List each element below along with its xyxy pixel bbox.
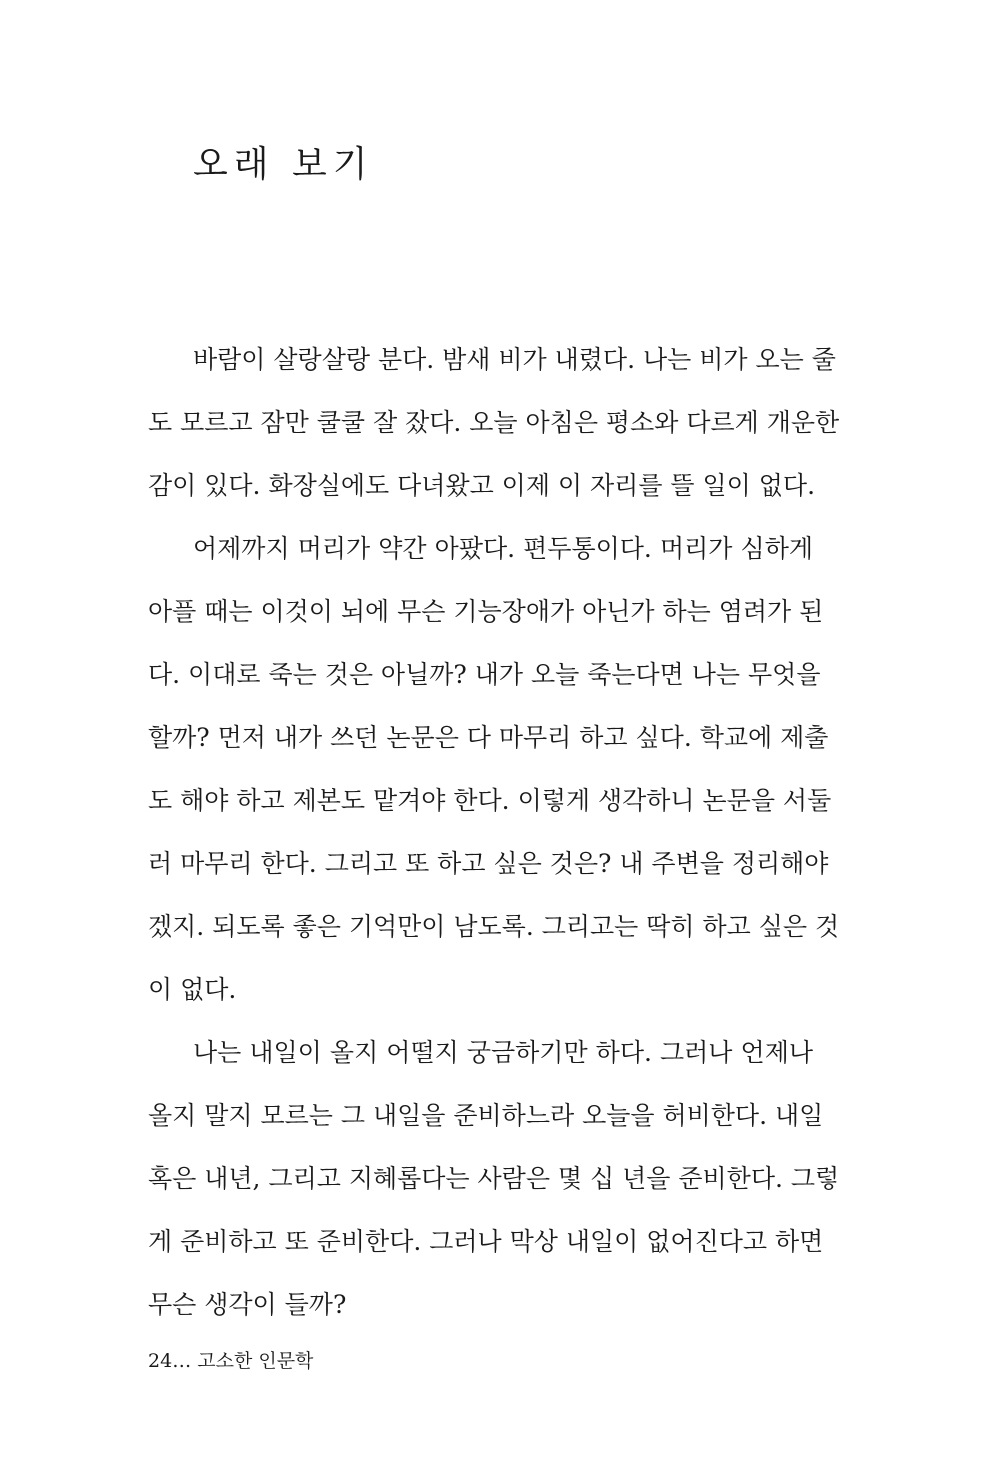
text-line: 올지 말지 모르는 그 내일을 준비하느라 오늘을 허비한다. 내일 [148, 1101, 824, 1130]
footer-separator: … [172, 1350, 192, 1372]
paragraph-2 [148, 517, 840, 1021]
book-title: 고소한 인문학 [197, 1350, 314, 1372]
text-line: 도 해야 하고 제본도 맡겨야 한다. 이렇게 생각하니 논문을 서둘 [148, 786, 832, 815]
text-line: 이 없다. [148, 975, 237, 1004]
text-line: 혹은 내년, 그리고 지혜롭다는 사람은 몇 십 년을 준비한다. 그렇 [148, 1164, 840, 1193]
body-text [148, 328, 840, 1336]
paragraph-3 [148, 1021, 840, 1336]
paragraph-1 [148, 328, 840, 517]
text-line: 바람이 살랑살랑 분다. 밤새 비가 내렸다. 나는 비가 오는 줄 [193, 345, 836, 374]
text-line: 나는 내일이 올지 어떨지 궁금하기만 하다. 그러나 언제나 [193, 1038, 813, 1067]
text-line: 아플 때는 이것이 뇌에 무슨 기능장애가 아닌가 하는 염려가 된 [148, 597, 824, 626]
text-line: 러 마무리 한다. 그리고 또 하고 싶은 것은? 내 주변을 정리해야 [148, 849, 829, 878]
page-number: 24 [148, 1350, 173, 1372]
text-line: 할까? 먼저 내가 쓰던 논문은 다 마무리 하고 싶다. 학교에 제출 [148, 723, 829, 752]
chapter-title: 오래 보기 [193, 144, 374, 185]
text-line: 무슨 생각이 들까? [148, 1290, 347, 1319]
text-line: 감이 있다. 화장실에도 다녀왔고 이제 이 자리를 뜰 일이 없다. [148, 471, 816, 500]
text-line: 다. 이대로 죽는 것은 아닐까? 내가 오늘 죽는다면 나는 무엇을 [148, 660, 821, 689]
text-line: 도 모르고 잠만 쿨쿨 잘 잤다. 오늘 아침은 평소와 다르게 개운한 [148, 408, 840, 437]
text-line: 어제까지 머리가 약간 아팠다. 편두통이다. 머리가 심하게 [193, 534, 813, 563]
text-line: 겠지. 되도록 좋은 기억만이 남도록. 그리고는 딱히 하고 싶은 것 [148, 912, 840, 941]
text-line: 게 준비하고 또 준비한다. 그러나 막상 내일이 없어진다고 하면 [148, 1227, 824, 1256]
page-footer [148, 1346, 313, 1373]
